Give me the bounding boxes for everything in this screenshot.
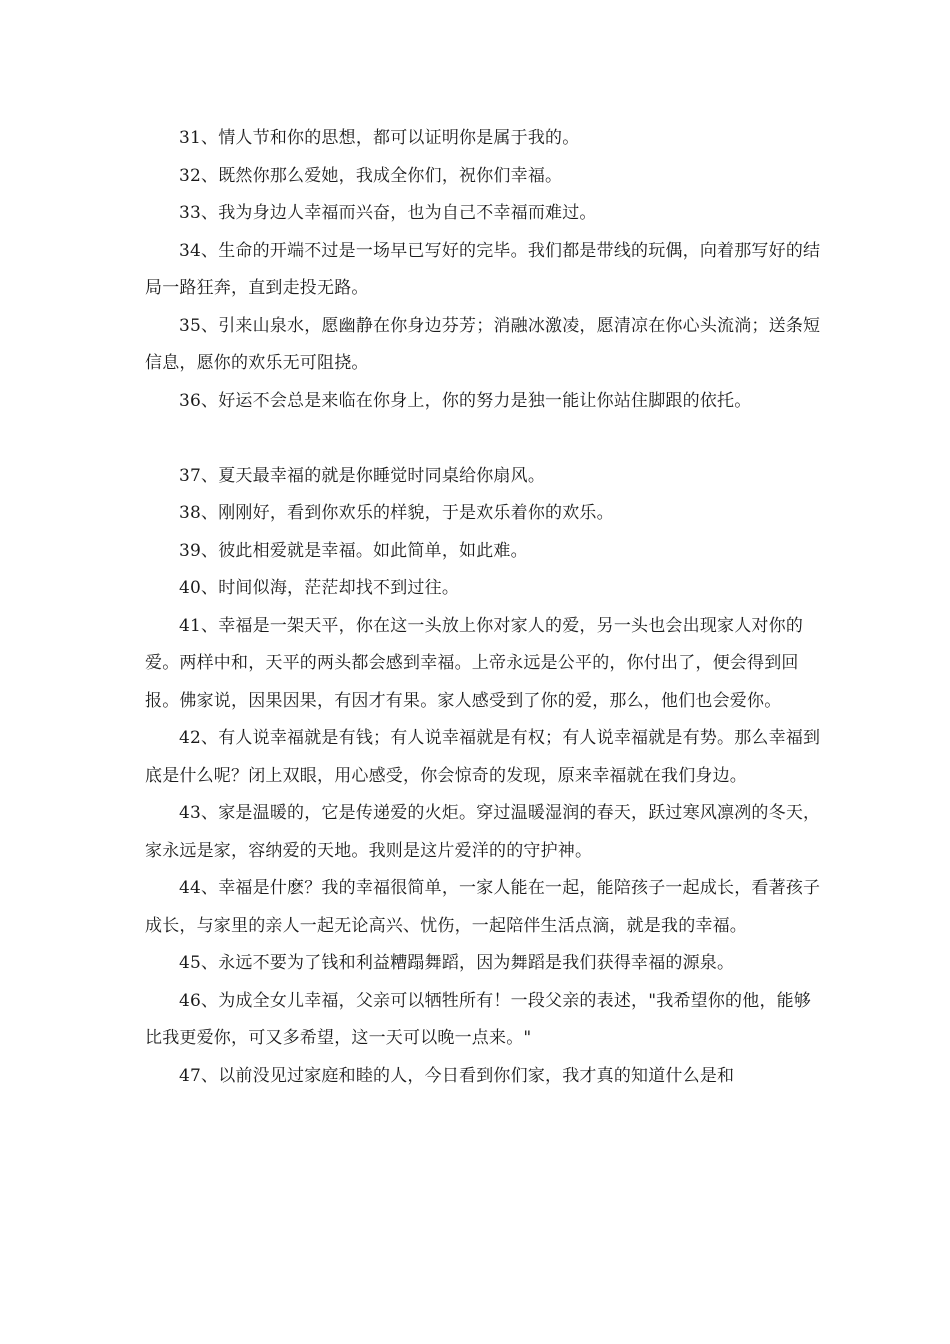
- paragraph-47: 47、以前没见过家庭和睦的人，今日看到你们家，我才真的知道什么是和: [179, 1065, 735, 1086]
- paragraph-45: 45、永远不要为了钱和利益糟蹋舞蹈，因为舞蹈是我们获得幸福的源泉。: [179, 953, 735, 973]
- paragraph-41: 41、幸福是一架天平，你在这一头放上你对家人的爱，另一头也会出现家人对你的爱。两样中和，天平的两头都会感到幸福。上帝永远是公平的，你付出了，便会得到回报。佛家说，因果因果，有因才有果。家人感受到了你的爱，那么，他们也会爱你。: [145, 615, 804, 711]
- paragraph-35: 35、引来山泉水，愿幽静在你身边芬芳；消融冰激凌，愿清凉在你心头流淌；送条短信息，愿你的欢乐无可阻挠。: [145, 315, 821, 373]
- paragraph-36: 36、好运不会总是来临在你身上，你的努力是独一能让你站住脚跟的依托。: [179, 390, 752, 411]
- paragraph-46: 46、为成全女儿幸福，父亲可以牺牲所有！一段父亲的表述，"我希望你的他，能够比我更爱你，可又多希望，这一天可以晚一点来。": [145, 990, 812, 1048]
- paragraph-43: 43、家是温暖的，它是传递爱的火炬。穿过温暖湿润的春天，跃过寒风凛冽的冬天，家永远是家，容纳爱的天地。我则是这片爱洋的的守护神。: [145, 803, 821, 861]
- paragraph-spacer: [145, 420, 825, 458]
- paragraph-40: 40、时间似海，茫茫却找不到过往。: [179, 578, 460, 598]
- paragraph-33: 33、我为身边人幸福而兴奋，也为自己不幸福而难过。: [179, 203, 597, 223]
- paragraph-32: 32、既然你那么爱她，我成全你们，祝你们幸福。: [179, 165, 563, 186]
- paragraph-34: 34、生命的开端不过是一场早已写好的完毕。我们都是带线的玩偶，向着那写好的结局一路狂奔，直到走投无路。: [145, 240, 821, 298]
- paragraph-42: 42、有人说幸福就是有钱；有人说幸福就是有权；有人说幸福就是有势。那么幸福到底是什么呢？闭上双眼，用心感受，你会惊奇的发现，原来幸福就在我们身边。: [145, 728, 821, 786]
- paragraph-44: 44、幸福是什麽？我的幸福很简单，一家人能在一起，能陪孩子一起成长，看著孩子成长，与家里的亲人一起无论高兴、忧伤，一起陪伴生活点滴，就是我的幸福。: [145, 878, 821, 936]
- paragraph-37: 37、夏天最幸福的就是你睡觉时同桌给你扇风。: [179, 465, 546, 486]
- paragraph-39: 39、彼此相爱就是幸福。如此简单，如此难。: [179, 540, 528, 561]
- paragraph-38: 38、刚刚好，看到你欢乐的样貌，于是欢乐着你的欢乐。: [179, 503, 614, 523]
- document-body: [145, 120, 825, 1095]
- paragraph-31: 31、情人节和你的思想，都可以证明你是属于我的。: [179, 128, 580, 148]
